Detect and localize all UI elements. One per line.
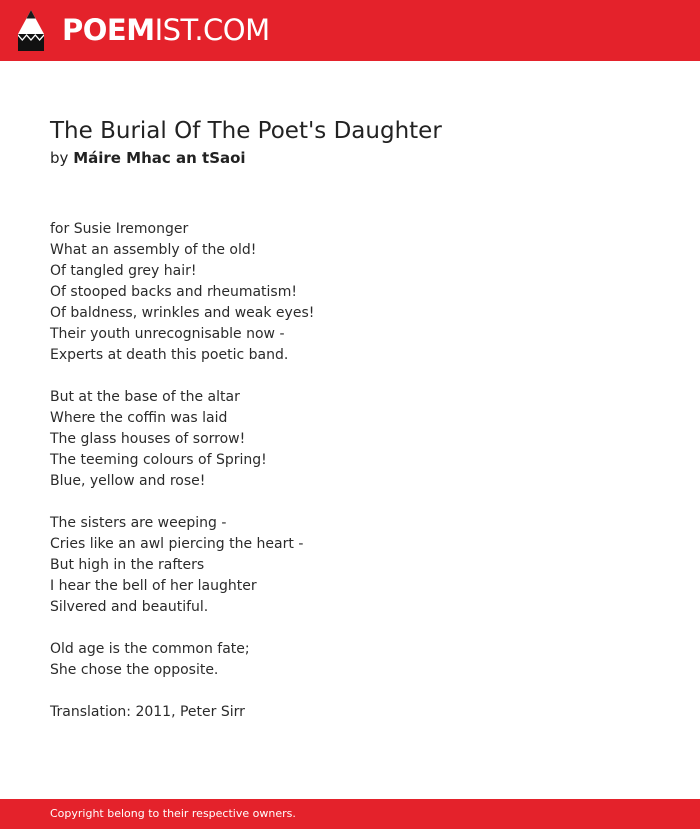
poem-line: Silvered and beautiful. bbox=[50, 599, 209, 615]
byline bbox=[50, 148, 246, 169]
poem-line: But high in the rafters bbox=[50, 557, 205, 573]
poem-line: She chose the opposite. bbox=[50, 662, 219, 678]
pencil-icon bbox=[18, 10, 44, 51]
poem-body bbox=[50, 219, 650, 723]
poem-line: What an assembly of the old! bbox=[50, 242, 257, 258]
poem-title: The Burial Of The Poet's Daughter bbox=[50, 118, 442, 144]
site-footer bbox=[0, 799, 700, 829]
poem-line: The teeming colours of Spring! bbox=[50, 452, 267, 468]
poem-line: Of baldness, wrinkles and weak eyes! bbox=[50, 305, 315, 321]
copyright-text: Copyright belong to their respective owners. bbox=[50, 807, 296, 820]
poem-line: Blue, yellow and rose! bbox=[50, 473, 206, 489]
poem-line: Cries like an awl piercing the heart - bbox=[50, 536, 304, 552]
poem-line: The sisters are weeping - bbox=[50, 515, 227, 531]
poem-line: Of tangled grey hair! bbox=[50, 263, 197, 279]
stanza-gap bbox=[50, 366, 650, 387]
poem-line: Of stooped backs and rheumatism! bbox=[50, 284, 297, 300]
poem-line: The glass houses of sorrow! bbox=[50, 431, 246, 447]
site-logo[interactable] bbox=[62, 12, 270, 48]
logo-bold-text: POEM bbox=[62, 13, 155, 47]
poem-line: for Susie Iremonger bbox=[50, 221, 189, 237]
byline-prefix: by bbox=[50, 149, 69, 167]
stanza-gap bbox=[50, 618, 650, 639]
poem-line: Old age is the common fate; bbox=[50, 641, 250, 657]
poem-line: Where the coffin was laid bbox=[50, 410, 228, 426]
logo-light-text: IST.COM bbox=[154, 13, 270, 47]
stanza-gap bbox=[50, 492, 650, 513]
poem-line: But at the base of the altar bbox=[50, 389, 240, 405]
author-name: Máire Mhac an tSaoi bbox=[73, 149, 246, 167]
site-header bbox=[0, 0, 700, 61]
poem-line: Experts at death this poetic band. bbox=[50, 347, 289, 363]
poem-line: Their youth unrecognisable now - bbox=[50, 326, 285, 342]
poem-line: I hear the bell of her laughter bbox=[50, 578, 257, 594]
stanza-gap bbox=[50, 681, 650, 702]
poem-line: Translation: 2011, Peter Sirr bbox=[50, 704, 245, 720]
